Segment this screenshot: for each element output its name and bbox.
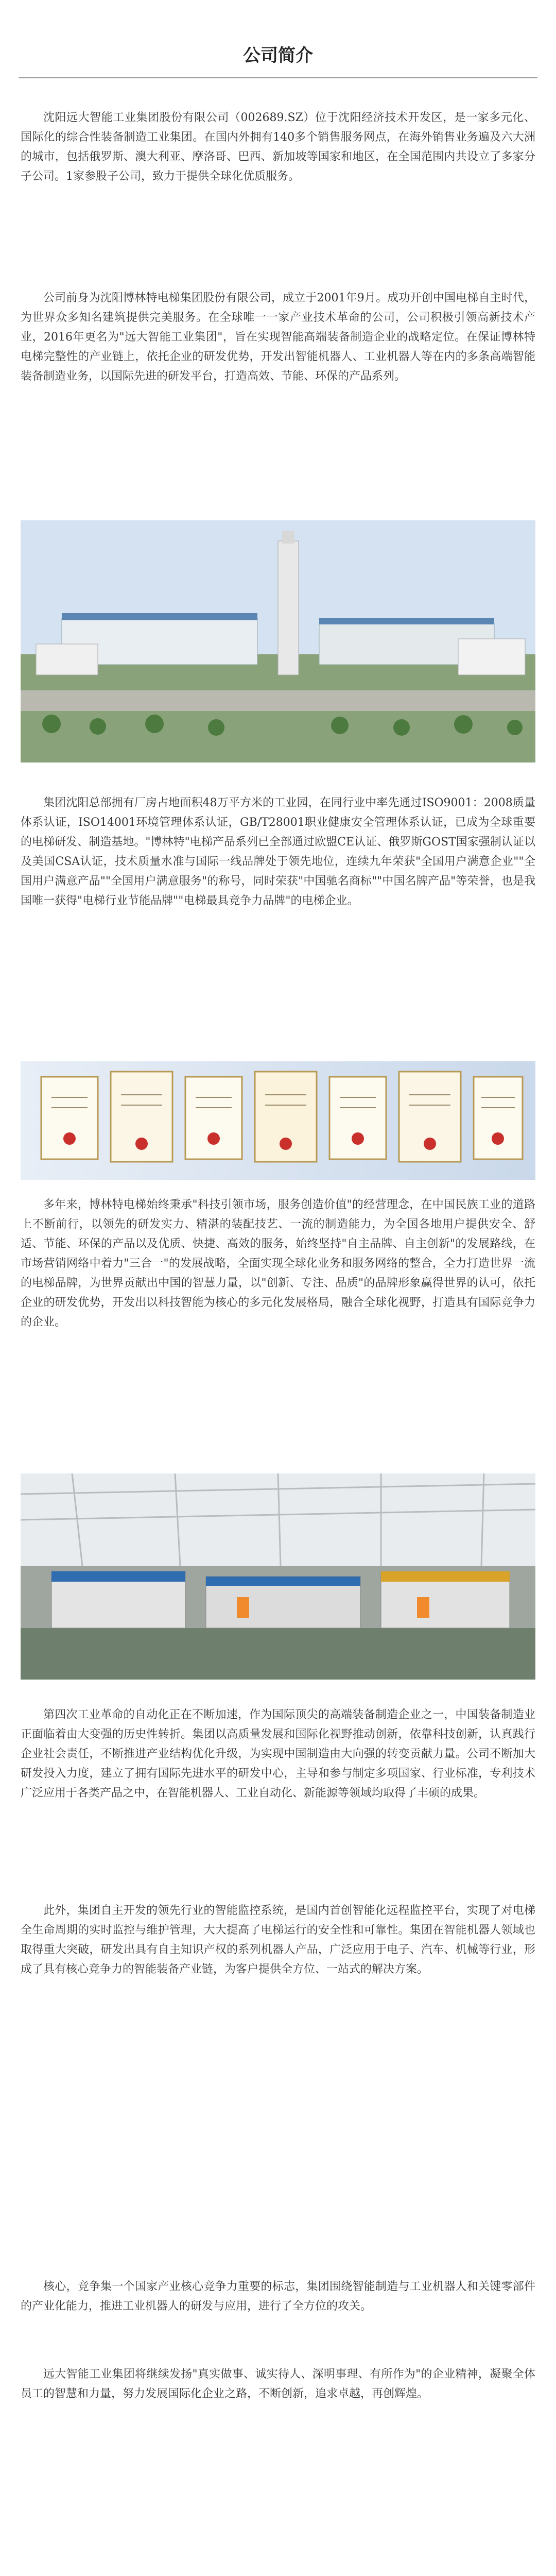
core-competence-paragraph: 核心，竞争集一个国家产业核心竞争力重要的标志，集团围绕智能制造与工业机器人和关键零部件的产业化能力，推进工业机器人的研发与应用，进行了全方位的攻关。 xyxy=(21,2280,535,2313)
intro-paragraph-2: 公司前身为沈阳博林特电梯集团股份有限公司，成立于2001年9月。成功开创中国电梯自主时代，为世界众多知名建筑提供完美服务。在全球唯一一家产业技术革命的公司，公司积极引领高新技术产业，2016年更名为"远大智能工业集团"，旨在实现智能高端装备制造企业的战略定位。在保证博林特电梯完整性的产业链上，依托企业的研发优势，开发出智能机器人、工业机器人等在内的多条高端智能装备制造业务，以国际先进的研发平台，打造高效、节能、环保的产品系列。 xyxy=(21,292,535,383)
intro-paragraph-1: 沈阳远大智能工业集团股份有限公司（002689.SZ）位于沈阳经济技术开发区，是一家多元化、国际化的综合性装备制造工业集团。在国内外拥有140多个销售服务网点，在海外销售业务遍及六大洲的城市，包括俄罗斯、澳大利亚、摩洛哥、巴西、新加坡等国家和地区，在全国范围内共设立了多家分子公司。1家参股子公司，致力于提供全球化优质服务。 xyxy=(21,111,535,183)
blank-spacer-2 xyxy=(21,2452,535,2576)
title-divider xyxy=(19,77,537,78)
production-line-photo xyxy=(21,1473,535,1680)
philosophy-paragraph: 多年来，博林特电梯始终秉承"科技引领市场，服务创造价值"的经营理念，在中国民族工业的道路上不断前行，以领先的研发实力、精湛的装配技艺、一流的制造能力，为全国各地用户提供安全、舒适、节能、环保的产品以及优质、快捷、高效的服务，始终坚持"自主品牌、自主创新"的发展路线，在市场营销网络中着力"三合一"的发展战略，全面实现全球化业务和服务网络的整合，全力打造世界一流的电梯品牌，为世界贡献出中国的智慧力量，以"创新、专注、品质"的品牌形象赢得世界的认可，依托企业的研发优势，开发出以科技智能为核心的多元化发展格局，融合全球化视野，打造具有国际竞争力的企业。 xyxy=(21,1198,535,1329)
certificates-collage xyxy=(21,1061,535,1180)
monitoring-paragraph: 此外，集团自主开发的领先行业的智能监控系统，是国内首创智能化远程监控平台，实现了对电梯全生命周期的实时监控与维护管理，大大提高了电梯运行的安全性和可靠性。集团在智能机器人领域也取得重大突破，研发出具有自主知识产权的系列机器人产品，广泛应用于电子、汽车、机械等行业，形成了具有核心竞争力的智能装备产业链，为客户提供全方位、一站式的解决方案。 xyxy=(21,1904,535,1976)
blank-spacer xyxy=(21,2102,535,2257)
innovation-paragraph: 第四次工业革命的自动化正在不断加速，作为国际顶尖的高端装备制造企业之一，中国装备制造业正面临着由大变强的历史性转折。集团以高质量发展和国际化视野推动创新，依靠科技创新，认真践行企业社会责任，不断推进产业结构优化升级，为实现中国制造由大向强的转变贡献力量。公司不断加大研发投入力度，建立了拥有国际先进水平的研发中心，主导和参与制定多项国家、行业标准，专利技术广泛应用于各类产品之中，在智能机器人、工业自动化、新能源等领域均取得了丰硕的成果。 xyxy=(21,1708,535,1800)
factory-aerial-photo xyxy=(21,520,535,762)
history-paragraph: 集团沈阳总部拥有厂房占地面积48万平方米的工业园，在同行业中率先通过ISO9001：2008质量体系认证，ISO14001环境管理体系认证，GB/T28001职业健康安全管理体系认证，已成为全球重要的电梯研发、制造基地。"博林特"电梯产品系列已全部通过欧盟CE认证、俄罗斯GOST国家强制认证以及美国CSA认证，技术质量水准与国际一线品牌处于领先地位，连续九年荣获"全国用户满意企业""全国用户满意产品""全国用户满意服务"的称号，同时荣获"中国驰名商标""中国名牌产品"等荣誉，也是我国唯一获得"电梯行业节能品牌""电梯最具竞争力品牌"的电梯企业。 xyxy=(21,796,535,907)
page-title: 公司简介 xyxy=(243,45,313,66)
closing-paragraph: 远大智能工业集团将继续发扬"真实做事、诚实待人、深明事理、有所作为"的企业精神，凝聚全体员工的智慧和力量，努力发展国际化企业之路，不断创新，追求卓越，再创辉煌。 xyxy=(21,2368,535,2400)
